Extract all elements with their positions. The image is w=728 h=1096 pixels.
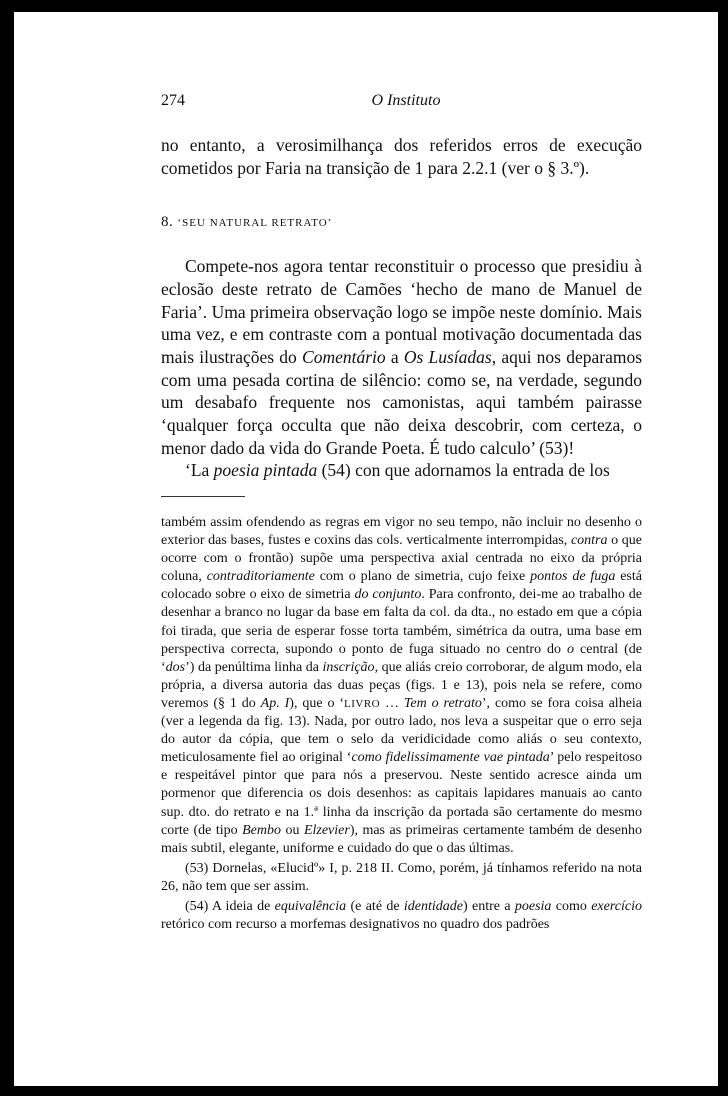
- continuation-paragraph: no entanto, a verosimilhança dos referidos erros de execução cometidos por Faria na transição de 1 para 2.2.1 (ver o § 3.º).: [161, 135, 642, 178]
- text-run: (54) A ideia de: [185, 898, 275, 914]
- text-run: , que aliás creio corroborar, de algum modo, ela própria, a diversa autoria das duas peças (figs. 1 e 13), pois nela se refere, como veremos (§ 1 do: [161, 659, 642, 711]
- text-run: ’, como se fora coisa alheia (ver a legenda da fig. 13). Nada, por outro lado, nos leva a suspeitar que o erro seja do autor da cópia, que tem o selo da veridicidade como aliás o seu contexto, meticulosamente fiel ao original ‘: [161, 695, 643, 766]
- running-head: [161, 92, 651, 116]
- italic-run: Bembo: [242, 822, 281, 838]
- italic-run: equivalência: [274, 898, 347, 914]
- text-run: Compete-nos agora tentar reconstituir o processo que presidiu à eclosão deste retrato de Camões ‘hecho de mano de Manuel de Faria’. Uma primeira observação logo se impõe neste domínio. Mais uma vez, e em contraste com a pontual motivação documentada das mais ilustrações do: [161, 256, 642, 367]
- italic-run: como fidelissimamente vae pintada: [351, 750, 550, 766]
- body-paragraph-2: [161, 459, 642, 482]
- text-run: o que ocorre com o frontão) supõe uma perspectiva axial centrada no eixo da própria coluna,: [161, 533, 642, 585]
- text-run: retórico com recurso a morfemas designativos no quadro dos padrões: [161, 917, 550, 933]
- italic-run: identidade: [403, 898, 464, 914]
- page-number: 274: [161, 92, 185, 109]
- italic-run: pontos de fuga: [530, 569, 616, 585]
- page: [14, 12, 718, 1086]
- italic-run: contraditoriamente: [206, 569, 315, 585]
- text-run: com o plano de simetria, cujo feixe: [314, 569, 531, 585]
- italic-run: Ap. I: [260, 695, 290, 711]
- italic-run: o: [567, 641, 575, 657]
- italic-run: Tem o retrato: [403, 695, 482, 711]
- italic-run: Os Lusíadas: [403, 346, 492, 367]
- footnote-54: [161, 898, 642, 934]
- text-run: ‘La: [185, 460, 214, 481]
- text-run: ou: [280, 822, 304, 838]
- footnotes: [161, 514, 642, 934]
- main-text: [161, 134, 642, 482]
- italic-run: do conjunto: [354, 587, 422, 603]
- italic-run: Comentário: [302, 346, 386, 367]
- small-caps-run: LIVRO: [344, 697, 381, 710]
- text-run: . Para confronto, dei-me ao trabalho de desenhar a branco no lugar da base em falta da col. da dta., no estado em que a cópia foi tirada, que seria de esperar fosse torta também, simétrica da outra, uma base em perspectiva correcta, supondo o ponto de fuga situado no centro do: [161, 587, 642, 657]
- text-run: ), mas as primeiras certamente também de desenho mais subtil, elegante, uniforme e cuidado do que o das últimas.: [161, 822, 642, 856]
- text-run: ’) da penúltima linha da: [185, 659, 323, 675]
- footnote-continuation: [161, 514, 642, 858]
- italic-run: poesia pintada: [213, 460, 318, 481]
- italic-run: contra: [570, 533, 608, 549]
- body-paragraph-1: [161, 255, 642, 459]
- text-run: ’ pelo respeitoso e respeitável pintor que para nós a preservou. Neste sentido acresce ainda um pormenor que diferencia os dois desenhos: as capitais lapidares manuais ao canto sup. dto. do retrato e na 1.ª linha da inscrição da portada são certamente do mesmo corte (de tipo: [161, 750, 642, 838]
- italic-run: poesia: [514, 898, 552, 914]
- text-run: (e até de: [346, 898, 404, 914]
- journal-title: O Instituto: [371, 92, 441, 109]
- text-run: (54) con que adornamos la entrada de los: [317, 460, 610, 481]
- text-run: a: [385, 346, 404, 367]
- footnote-rule: [161, 496, 245, 497]
- footnote-53: (53) Dornelas, «Elucidº» I, p. 218 II. Como, porém, já tínhamos referido na nota 26, não tem que ser assim.: [161, 860, 642, 894]
- text-run: , aqui nos deparamos com uma pesada cortina de silêncio: como se, na verdade, segundo um desabafo frequente nos camonistas, aqui também pairasse ‘qualquer força occulta que não deixa descobrir, com certeza, o menor dado da vida do Grande Poeta. É tudo calculo’ (53)!: [161, 346, 643, 458]
- text-run: ) entre a: [463, 898, 515, 914]
- section-number: 8.: [161, 214, 174, 231]
- section-heading: [161, 211, 642, 235]
- text-run: …: [380, 695, 404, 711]
- italic-run: dos: [165, 659, 186, 675]
- italic-run: Elzevier: [303, 822, 350, 838]
- section-title: ‘SEU NATURAL RETRATO’: [177, 217, 333, 230]
- italic-run: inscrição: [322, 659, 375, 675]
- text-run: está colocado sobre o eixo de simetria: [161, 569, 642, 603]
- text-run: central (de ‘: [161, 641, 642, 675]
- text-run: como: [551, 898, 592, 914]
- italic-run: exercício: [591, 898, 642, 914]
- text-run: ), que o ‘: [289, 695, 344, 711]
- text-run: também assim ofendendo as regras em vigor no seu tempo, não incluir no desenho o exterior das bases, fustes e coxins das cols. verticalmente interrompidas,: [161, 515, 642, 549]
